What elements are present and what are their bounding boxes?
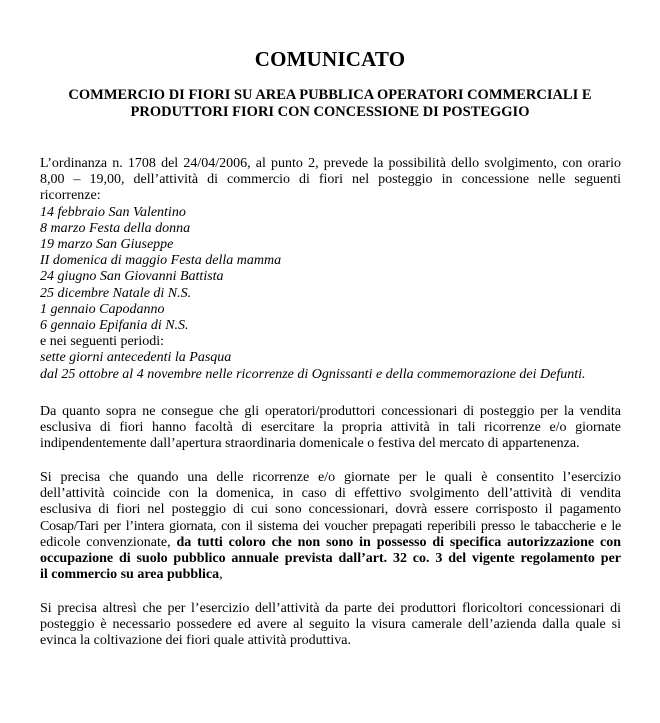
occasion-item: 25 dicembre Natale di N.S. [40, 285, 192, 301]
periods-intro: e nei seguenti periodi: [40, 334, 165, 350]
emphasis-line: occupazione di suolo pubblico annuale prevista dall’art. 32 co. 3 del vigente regolamento per [40, 551, 621, 567]
paragraph-line: esclusiva di fiori hanno facoltà di esercitare la propria attività in tali ricorrenze e/o giornate [40, 420, 621, 436]
occasion-item: 14 febbraio San Valentino [40, 204, 186, 220]
emphasis-text: il commercio su area pubblica [40, 567, 220, 583]
emphasis-text: da tutti coloro che non sono in possesso di specifica autorizzazione con [176, 534, 621, 550]
paragraph-text: , [219, 567, 223, 583]
occasion-item: II domenica di maggio Festa della mamma [40, 253, 282, 269]
paragraph-producers [40, 601, 621, 650]
subtitle-line: COMMERCIO DI FIORI SU AREA PUBBLICA OPERATORI COMMERCIALI E [68, 87, 592, 103]
occasion-item: 8 marzo Festa della donna [40, 220, 191, 236]
paragraph-line: ricorrenze: [40, 188, 101, 204]
paragraph-line [40, 567, 621, 583]
paragraph-line: dell’attività coincide con la domenica, in caso di effettivo svolgimento dell’attività di vendita [40, 486, 621, 502]
period-item: sette giorni antecedenti la Pasqua [40, 350, 232, 366]
paragraph-line: evinca la coltivazione dei fiori quale attività produttiva. [40, 633, 351, 649]
paragraph-line: 8,00 – 19,00, dell’attività di commercio di fiori nel posteggio in concessione nelle seguenti [40, 172, 621, 188]
paragraph-sunday-rule [40, 470, 621, 583]
paragraph-line: indipendentemente dall’apertura straordinaria domenicale o festiva del mercato di appartenenza. [40, 436, 580, 452]
occasion-item: 6 gennaio Epifania di N.S. [40, 318, 189, 334]
paragraph-text: edicole convenzionate, [40, 534, 177, 550]
paragraph-ordinance [40, 156, 621, 383]
occasion-item: 19 marzo San Giuseppe [40, 237, 174, 253]
occasion-item: 24 giugno San Giovanni Battista [40, 269, 224, 285]
paragraph-consequence [40, 404, 621, 453]
paragraph-line: Si precisa che quando una delle ricorrenze e/o giornate per le quali è consentito l’esercizio [40, 470, 621, 485]
paragraph-line [40, 535, 621, 551]
occasion-item: 1 gennaio Capodanno [40, 301, 165, 317]
paragraph-line: Da quanto sopra ne consegue che gli operatori/produttori concessionari di posteggio per la vendita [40, 404, 621, 419]
period-item: dal 25 ottobre al 4 novembre nelle ricorrenze di Ognissanti e della commemorazione dei Defunti. [40, 366, 586, 382]
paragraph-line: esclusiva di fiori nel posteggio di cui sono concessionari, dovrà essere corrisposto il pagamento [40, 502, 621, 518]
document-subtitle [40, 87, 620, 121]
paragraph-line: Si precisa altresì che per l’esercizio dell’attività da parte dei produttori floricoltori concessionari di [40, 601, 621, 616]
paragraph-line: L’ordinanza n. 1708 del 24/04/2006, al punto 2, prevede la possibilità dello svolgimento, con orario [40, 156, 621, 171]
paragraph-line: Cosap/Tari per l’intera giornata, con il sistema dei voucher prepagati reperibili presso le tabaccherie e le [40, 518, 621, 534]
paragraph-line: posteggio è necessario possedere ed avere al seguito la visura camerale dell’azienda dalla quale si [40, 617, 621, 633]
subtitle-line: PRODUTTORI FIORI CON CONCESSIONE DI POSTEGGIO [130, 104, 530, 120]
document-title: COMUNICATO [254, 47, 406, 71]
